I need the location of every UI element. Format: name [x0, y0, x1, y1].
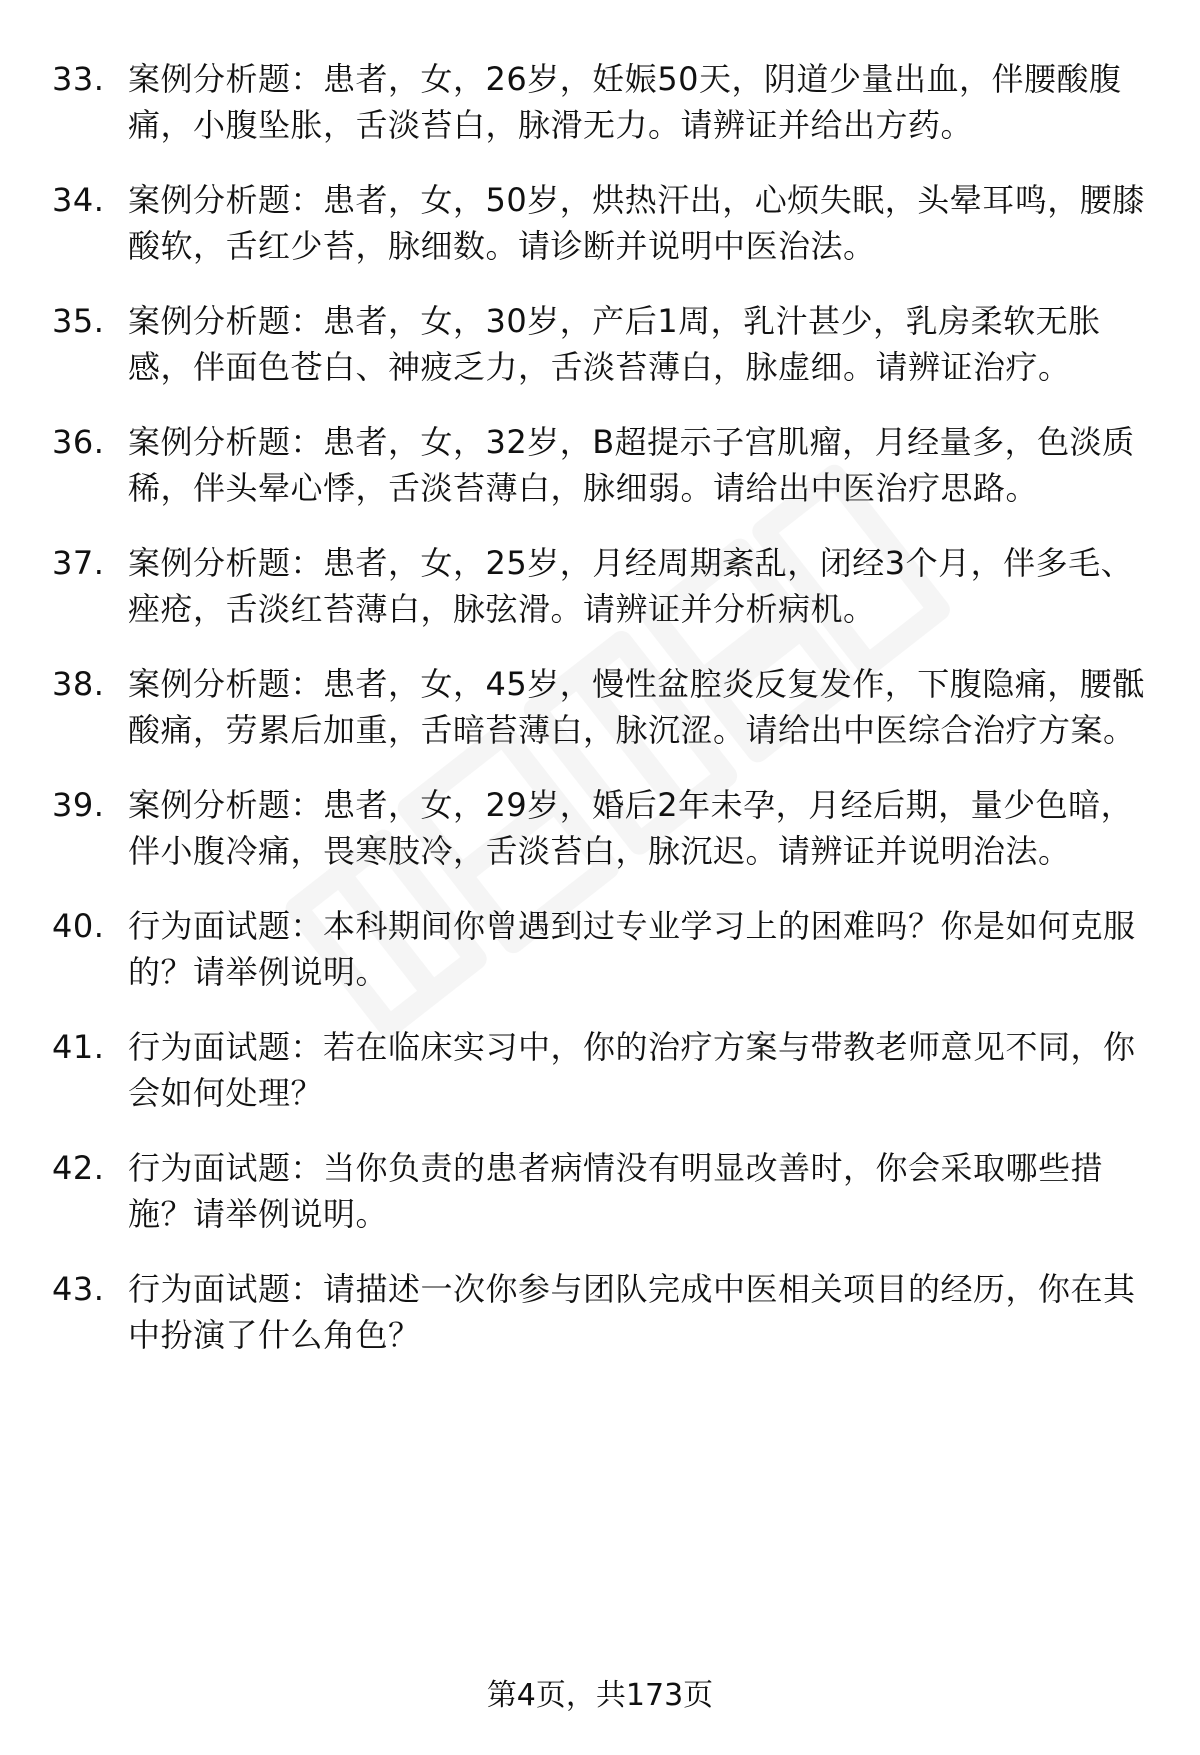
question-item — [52, 419, 1162, 511]
question-number: 35. — [52, 302, 105, 340]
question-text: 行为面试题：请描述一次你参与团队完成中医相关项目的经历，你在其中扮演了什么角色？ — [128, 1270, 1136, 1354]
page-footer: 第4页，共173页 — [486, 1678, 714, 1713]
question-text: 行为面试题：当你负责的患者病情没有明显改善时，你会采取哪些措施？请举例说明。 — [128, 1149, 1104, 1233]
question-item — [52, 782, 1162, 874]
question-number: 37. — [52, 544, 105, 582]
question-item — [52, 903, 1162, 995]
question-item — [52, 1145, 1162, 1237]
question-number: 40. — [52, 907, 105, 945]
question-item — [52, 661, 1162, 753]
question-text: 案例分析题：患者，女，45岁，慢性盆腔炎反复发作，下腹隐痛，腰骶酸痛，劳累后加重，舌暗苔薄白，脉沉涩。请给出中医综合治疗方案。 — [128, 665, 1145, 749]
question-number: 38. — [52, 665, 105, 703]
question-text: 行为面试题：本科期间你曾遇到过专业学习上的困难吗？你是如何克服的？请举例说明。 — [128, 907, 1136, 991]
question-number: 39. — [52, 786, 105, 824]
question-text: 案例分析题：患者，女，26岁，妊娠50天，阴道少量出血，伴腰酸腹痛，小腹坠胀，舌淡苔白，脉滑无力。请辨证并给出方药。 — [128, 60, 1122, 144]
question-item — [52, 56, 1162, 148]
question-text: 案例分析题：患者，女，30岁，产后1周，乳汁甚少，乳房柔软无胀感，伴面色苍白、神疲乏力，舌淡苔薄白，脉虚细。请辨证治疗。 — [128, 302, 1101, 386]
question-item — [52, 1024, 1162, 1116]
question-number: 43. — [52, 1270, 105, 1308]
question-item — [52, 177, 1162, 269]
question-number: 41. — [52, 1028, 105, 1066]
question-number: 42. — [52, 1149, 105, 1187]
question-text: 案例分析题：患者，女，29岁，婚后2年未孕，月经后期，量少色暗，伴小腹冷痛，畏寒肢冷，舌淡苔白，脉沉迟。请辨证并说明治法。 — [128, 786, 1134, 870]
question-number: 33. — [52, 60, 105, 98]
question-item — [52, 1266, 1162, 1358]
question-item — [52, 540, 1162, 632]
question-text: 案例分析题：患者，女，25岁，月经周期紊乱，闭经3个月，伴多毛、痤疮，舌淡红苔薄白，脉弦滑。请辨证并分析病机。 — [128, 544, 1134, 628]
question-item — [52, 298, 1162, 390]
question-text: 案例分析题：患者，女，50岁，烘热汗出，心烦失眠，头晕耳鸣，腰膝酸软，舌红少苔，脉细数。请诊断并说明中医治法。 — [128, 181, 1145, 265]
question-number: 34. — [52, 181, 105, 219]
question-list — [52, 56, 1162, 1387]
question-text: 行为面试题：若在临床实习中，你的治疗方案与带教老师意见不同，你会如何处理？ — [128, 1028, 1136, 1112]
question-text: 案例分析题：患者，女，32岁，B超提示子宫肌瘤，月经量多，色淡质稀，伴头晕心悸，舌淡苔薄白，脉细弱。请给出中医治疗思路。 — [128, 423, 1135, 507]
question-number: 36. — [52, 423, 105, 461]
